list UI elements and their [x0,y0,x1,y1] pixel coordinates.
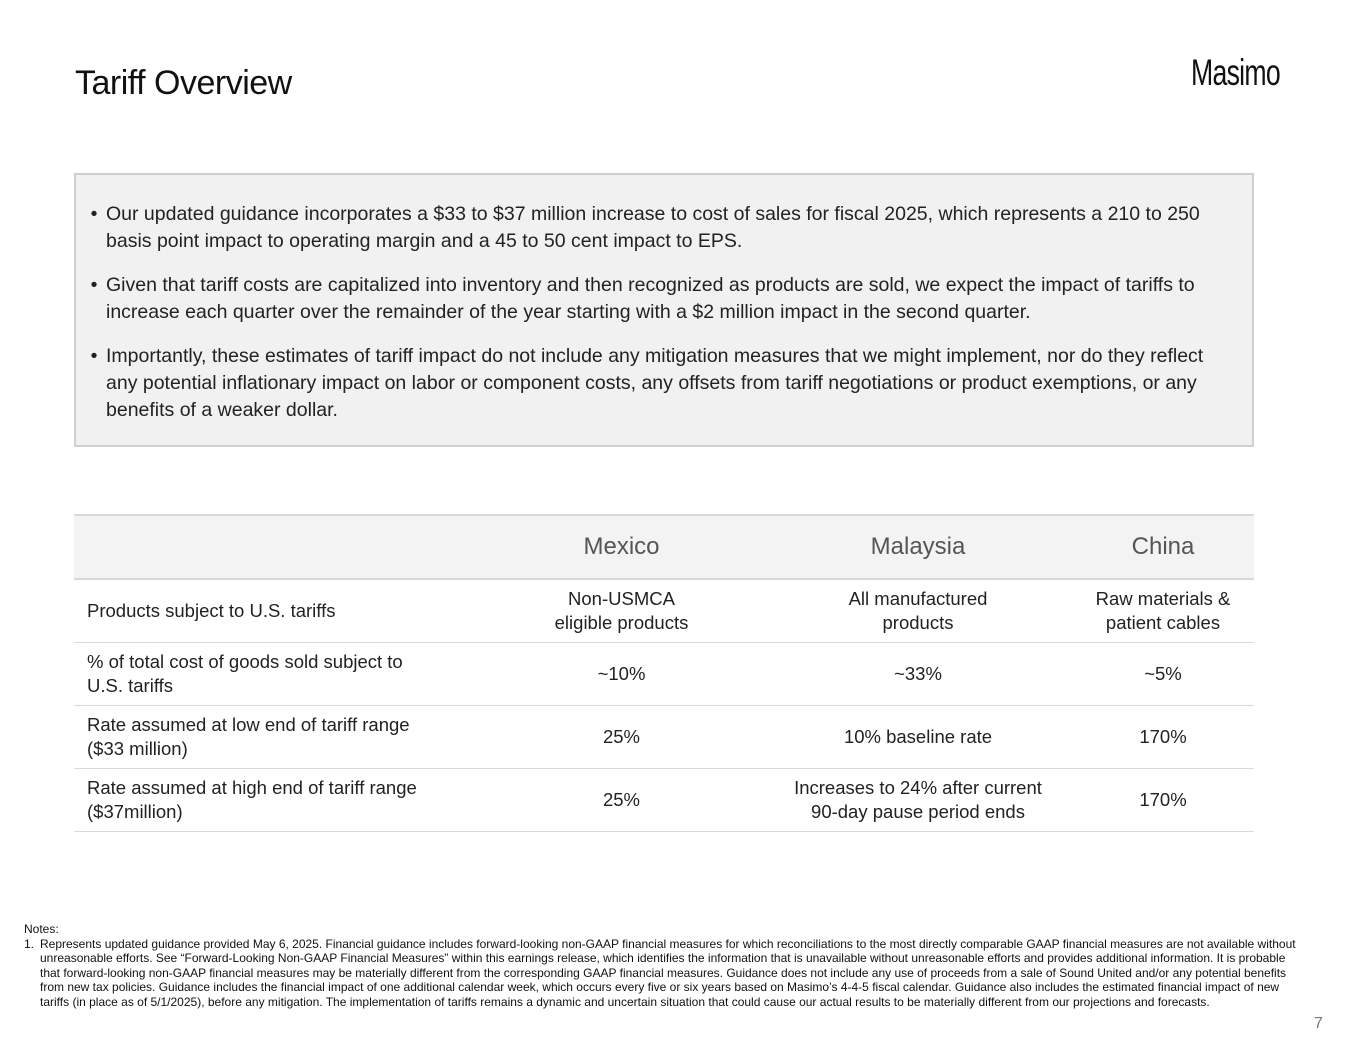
bullet-dot-icon: • [90,203,98,225]
footnote-text: Represents updated guidance provided May 6, 2025. Financial guidance includes forward-looking non-GAAP financial measures for which reconciliations to the most directly comparable GAAP financial measures are not available without unreasonable efforts. See “Forward-Looking Non-GAAP Financial Measures” within this earnings release, which identifies the information that is unavailable without unreasonable efforts and provides additional information. It is probable that forward-looking non-GAAP financial measures may be materially different from the corresponding GAAP financial measures. Guidance does not include any use of proceeds from a sale of Sound United and/or any potential benefits from new tax policies. Guidance includes the financial impact of one additional calendar week, which occurs every five or six years based on Masimo’s 4-4-5 fiscal calendar. Guidance also includes the estimated financial impact of new tariffs (in place as of 5/1/2025), before any mitigation. The implementation of tariffs remains a dynamic and uncertain situation that could cause our actual results to be materially different from our projections and forecasts. [40,936,1296,1009]
footnotes [24,922,1299,1009]
bullet-text: Given that tariff costs are capitalized into inventory and then recognized as products are sold, we expect the impact of tariffs to increase each quarter over the remainder of the year starting with a $2 million impact in the second quarter. [106,274,1195,323]
tariff-table [74,514,1254,832]
notes-header: Notes: [24,922,59,936]
cell-china: 170% [1072,706,1254,769]
bullet-text: Importantly, these estimates of tariff impact do not include any mitigation measures that we might implement, nor do they reflect any potential inflationary impact on labor or component costs, any offsets from tariff negotiations or product exemptions, or any benefits of a weaker dollar. [106,345,1204,421]
row-label: Products subject to U.S. tariffs [74,579,479,643]
cell-china: Raw materials & patient cables [1072,579,1254,643]
footnote-number: 1. [24,936,35,951]
row-label: % of total cost of goods sold subject to U.S. tariffs [74,643,479,706]
guidance-callout-box [74,173,1254,447]
bullet-item [82,272,1236,326]
cell-china: ~5% [1072,643,1254,706]
bullet-item [82,201,1236,255]
table-header-row [74,515,1254,579]
bullet-dot-icon: • [90,274,98,296]
cell-malaysia: Increases to 24% after current 90-day pause period ends [764,769,1072,832]
table-row [74,643,1254,706]
header-china: China [1072,515,1254,579]
bullet-text: Our updated guidance incorporates a $33 to $37 million increase to cost of sales for fiscal 2025, which represents a 210 to 250 basis point impact to operating margin and a 45 to 50 cent impact to EPS. [106,203,1200,252]
table-row [74,579,1254,643]
bullet-item [82,343,1236,424]
logo-wordmark: Masimo [1191,52,1280,93]
slide-title: Tariff Overview [75,64,292,102]
row-label: Rate assumed at low end of tariff range ($33 million) [74,706,479,769]
cell-malaysia: 10% baseline rate [764,706,1072,769]
page-number: 7 [1314,1015,1323,1032]
masimo-logo [1188,50,1298,96]
cell-china: 170% [1072,769,1254,832]
cell-mexico: Non-USMCA eligible products [479,579,764,643]
cell-malaysia: All manufactured products [764,579,1072,643]
row-label: Rate assumed at high end of tariff range ($37million) [74,769,479,832]
header-malaysia: Malaysia [764,515,1072,579]
cell-mexico: 25% [479,769,764,832]
footnote-item [24,937,1299,1010]
table-row [74,769,1254,832]
header-blank [74,515,479,579]
cell-malaysia: ~33% [764,643,1072,706]
header-mexico: Mexico [479,515,764,579]
bullet-dot-icon: • [90,345,98,367]
cell-mexico: ~10% [479,643,764,706]
cell-mexico: 25% [479,706,764,769]
table-row [74,706,1254,769]
